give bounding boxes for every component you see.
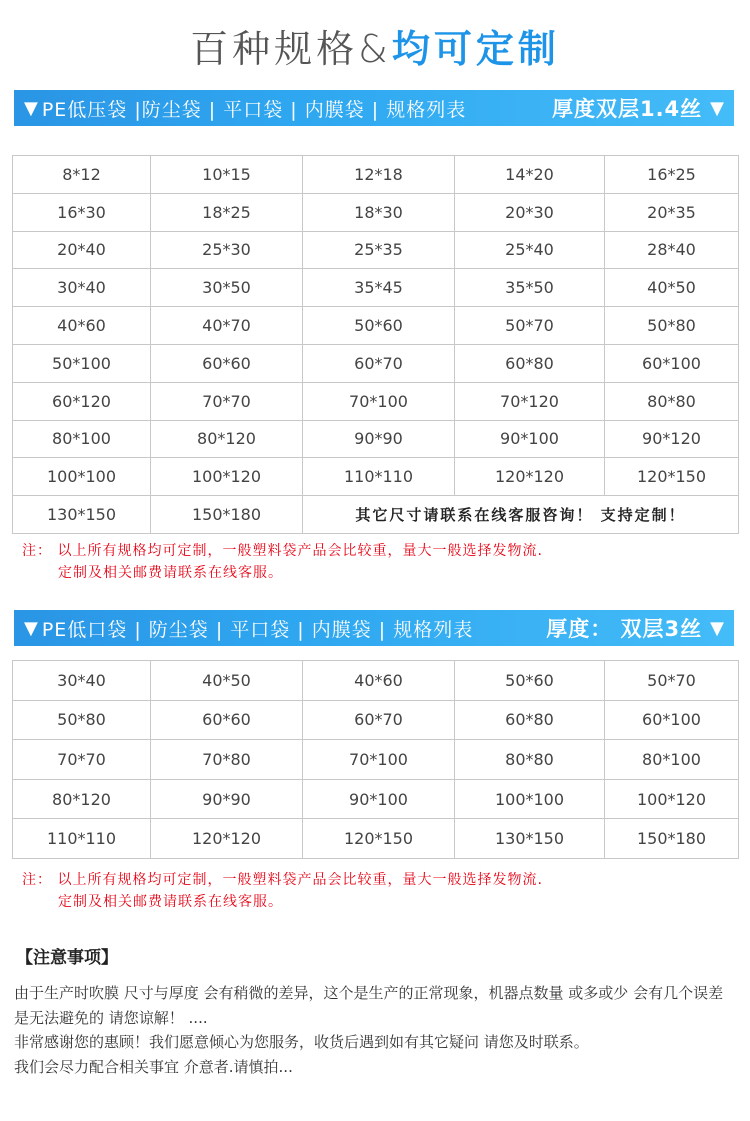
size-cell: 10*15: [151, 156, 303, 194]
table-row: [13, 344, 739, 382]
size-cell: 30*40: [13, 269, 151, 307]
size-cell: 20*30: [455, 193, 605, 231]
size-cell: 150*180: [151, 496, 303, 534]
title-main: 百种规格&: [190, 27, 392, 71]
size-cell: 25*40: [455, 231, 605, 269]
size-cell: 60*60: [151, 700, 303, 740]
note-2: [22, 869, 543, 913]
size-cell: 80*80: [605, 382, 739, 420]
size-cell: 110*110: [13, 819, 151, 859]
size-cell: 50*60: [455, 661, 605, 701]
note-1: [22, 540, 543, 584]
triangle-down-icon: ▼: [24, 617, 38, 639]
size-cell: 18*25: [151, 193, 303, 231]
size-cell: 40*70: [151, 307, 303, 345]
size-cell: 40*60: [13, 307, 151, 345]
table-row: [13, 156, 739, 194]
size-cell: 16*25: [605, 156, 739, 194]
custom-size-note: 其它尺寸请联系在线客服咨询！ 支持定制！: [303, 496, 739, 534]
table-row: [13, 458, 739, 496]
notice-title: 【注意事项】: [16, 948, 118, 968]
size-cell: 90*100: [303, 779, 455, 819]
size-cell: 60*60: [151, 344, 303, 382]
size-cell: 60*80: [455, 700, 605, 740]
size-cell: 100*100: [455, 779, 605, 819]
notice-body: [14, 981, 740, 1079]
page-title: [0, 18, 750, 73]
size-cell: 80*120: [151, 420, 303, 458]
size-cell: 60*80: [455, 344, 605, 382]
size-cell: 40*50: [605, 269, 739, 307]
size-cell: 100*100: [13, 458, 151, 496]
size-cell: 16*30: [13, 193, 151, 231]
table-row: [13, 779, 739, 819]
triangle-down-icon: ▼: [24, 97, 38, 119]
size-cell: 150*180: [605, 819, 739, 859]
size-cell: 12*18: [303, 156, 455, 194]
banner-2-thickness: 厚度： 双层3丝: [546, 617, 703, 641]
size-cell: 25*30: [151, 231, 303, 269]
size-cell: 50*60: [303, 307, 455, 345]
table-row: [13, 269, 739, 307]
size-cell: 40*60: [303, 661, 455, 701]
table-row: [13, 231, 739, 269]
banner-1-thickness: 厚度双层1.4丝: [551, 97, 703, 121]
size-cell: 28*40: [605, 231, 739, 269]
table-row: [13, 496, 739, 534]
table-row: [13, 740, 739, 780]
size-cell: 60*120: [13, 382, 151, 420]
triangle-down-icon: ▼: [710, 617, 724, 639]
size-cell: 50*100: [13, 344, 151, 382]
spec-table-1: [12, 155, 739, 534]
size-cell: 35*50: [455, 269, 605, 307]
size-cell: 120*150: [605, 458, 739, 496]
size-cell: 40*50: [151, 661, 303, 701]
size-cell: 70*70: [13, 740, 151, 780]
banner-1-categories: PE低压袋 |防尘袋 | 平口袋 | 内膜袋 | 规格列表: [41, 98, 467, 121]
note-1-line-2: 定制及相关邮费请联系在线客服。: [58, 565, 283, 581]
size-cell: 120*150: [303, 819, 455, 859]
note-2-line-2: 定制及相关邮费请联系在线客服。: [58, 894, 283, 910]
title-accent: 均可定制: [391, 27, 560, 71]
size-cell: 70*80: [151, 740, 303, 780]
spec-banner-1: [14, 90, 734, 126]
table-row: [13, 420, 739, 458]
triangle-down-icon: ▼: [710, 97, 724, 119]
table-row: [13, 661, 739, 701]
size-cell: 120*120: [151, 819, 303, 859]
size-cell: 90*90: [151, 779, 303, 819]
table-row: [13, 819, 739, 859]
spec-banner-2: [14, 610, 734, 646]
note-1-line-1: 注： 以上所有规格均可定制，一般塑料袋产品会比较重，量大一般选择发物流.: [22, 543, 543, 559]
size-cell: 60*70: [303, 700, 455, 740]
size-cell: 130*150: [13, 496, 151, 534]
size-cell: 80*100: [13, 420, 151, 458]
size-cell: 100*120: [151, 458, 303, 496]
size-cell: 50*70: [455, 307, 605, 345]
notice-line-1: 由于生产时吹膜 尺寸与厚度 会有稍微的差异，这个是生产的正常现象，机器点数量 或多或少 会有几个误差 是无法避免的 请您谅解！ ....: [14, 984, 724, 1027]
table-row: [13, 193, 739, 231]
size-cell: 110*110: [303, 458, 455, 496]
size-cell: 90*90: [303, 420, 455, 458]
size-cell: 130*150: [455, 819, 605, 859]
size-cell: 14*20: [455, 156, 605, 194]
size-cell: 80*80: [455, 740, 605, 780]
note-2-line-1: 注： 以上所有规格均可定制，一般塑料袋产品会比较重，量大一般选择发物流.: [22, 872, 543, 888]
size-cell: 60*100: [605, 700, 739, 740]
size-cell: 90*100: [455, 420, 605, 458]
size-cell: 50*80: [13, 700, 151, 740]
size-cell: 30*50: [151, 269, 303, 307]
size-cell: 20*40: [13, 231, 151, 269]
notice-line-3: 我们会尽力配合相关事宜 介意者.请慎拍...: [14, 1057, 293, 1076]
size-cell: 50*80: [605, 307, 739, 345]
spec-table-2: [12, 660, 739, 859]
size-cell: 70*100: [303, 740, 455, 780]
banner-2-categories: PE低口袋 | 防尘袋 | 平口袋 | 内膜袋 | 规格列表: [41, 618, 474, 641]
table-row: [13, 307, 739, 345]
size-cell: 50*70: [605, 661, 739, 701]
notice-line-2: 非常感谢您的惠顾！我们愿意倾心为您服务，收货后遇到如有其它疑问 请您及时联系。: [14, 1033, 589, 1051]
size-cell: 100*120: [605, 779, 739, 819]
size-cell: 80*120: [13, 779, 151, 819]
size-cell: 80*100: [605, 740, 739, 780]
size-cell: 20*35: [605, 193, 739, 231]
size-cell: 18*30: [303, 193, 455, 231]
size-cell: 70*100: [303, 382, 455, 420]
size-cell: 120*120: [455, 458, 605, 496]
size-cell: 60*70: [303, 344, 455, 382]
size-cell: 8*12: [13, 156, 151, 194]
size-cell: 30*40: [13, 661, 151, 701]
size-cell: 90*120: [605, 420, 739, 458]
size-cell: 25*35: [303, 231, 455, 269]
size-cell: 70*120: [455, 382, 605, 420]
table-row: [13, 382, 739, 420]
table-row: [13, 700, 739, 740]
size-cell: 70*70: [151, 382, 303, 420]
size-cell: 60*100: [605, 344, 739, 382]
size-cell: 35*45: [303, 269, 455, 307]
